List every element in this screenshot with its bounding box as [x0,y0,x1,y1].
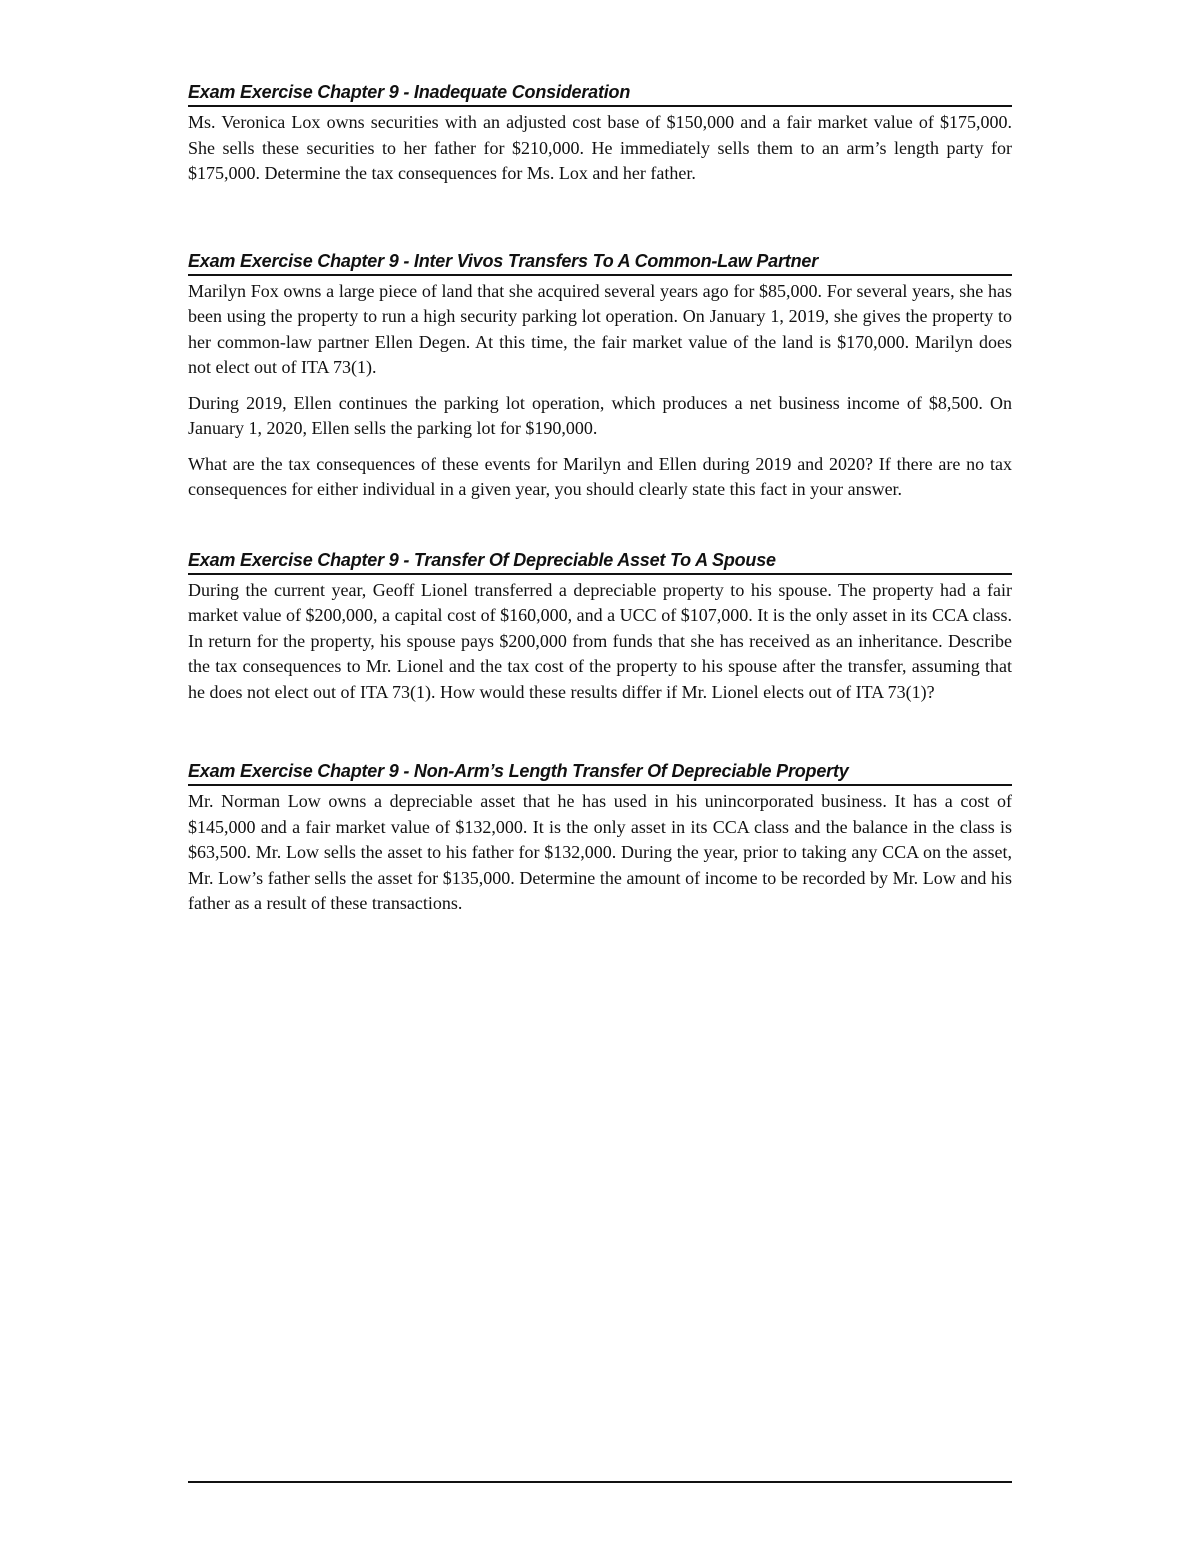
exercise-inter-vivos-transfers [188,249,1012,503]
section-spacer [188,705,1012,759]
exercise-paragraph: During 2019, Ellen continues the parking lot operation, which produces a net business income of $8,500. On January 1, 2020, Ellen sells the parking lot for $190,000. [188,392,1012,438]
exercise-paragraph: Ms. Veronica Lox owns securities with an adjusted cost base of $150,000 and a fair market value of $175,000. She sells these securities to her father for $210,000. He immediately sells them to an arm’s length party for $175,000. Determine the tax consequences for Ms. Lox and her father. [188,112,1012,183]
section-spacer [188,503,1012,548]
exercise-non-arms-length-transfer [188,759,1012,917]
footer-rule [188,1481,1012,1483]
exercise-paragraph: What are the tax consequences of these events for Marilyn and Ellen during 2019 and 2020? If there are no tax consequences for either individual in a given year, you should clearly state this fact in your answer. [188,453,1012,499]
exercise-paragraph: Marilyn Fox owns a large piece of land that she acquired several years ago for $85,000. For several years, she has been using the property to run a high security parking lot operation. On January 1, 2019, she gives the property to her common-law partner Ellen Degen. At this time, the fair market value of the land is $170,000. Marilyn does not elect out of ITA 73(1). [188,280,1012,377]
exercise-heading: Exam Exercise Chapter 9 - Inter Vivos Transfers To A Common-Law Partner [188,249,1012,276]
exercise-heading: Exam Exercise Chapter 9 - Non-Arm’s Length Transfer Of Depreciable Property [188,759,1012,786]
exercise-inadequate-consideration [188,80,1012,187]
section-spacer [188,187,1012,249]
exercise-heading: Exam Exercise Chapter 9 - Transfer Of Depreciable Asset To A Spouse [188,548,1012,575]
exercise-paragraph: Mr. Norman Low owns a depreciable asset that he has used in his unincorporated business. It has a cost of $145,000 and a fair market value of $132,000. It is the only asset in its CCA class and the balance in the class is $63,500. Mr. Low sells the asset to his father for $132,000. During the year, prior to taking any CCA on the asset, Mr. Low’s father sells the asset for $135,000. Determine the amount of income to be recorded by Mr. Low and his father as a result of these transactions. [188,791,1012,913]
exercise-transfer-depreciable-asset-spouse [188,548,1012,706]
exercise-heading: Exam Exercise Chapter 9 - Inadequate Consideration [188,80,1012,107]
document-page [188,80,1012,917]
exercise-paragraph: During the current year, Geoff Lionel transferred a depreciable property to his spouse. The property had a fair market value of $200,000, a capital cost of $160,000, and a UCC of $107,000. It is the only asset in its CCA class. In return for the property, his spouse pays $200,000 from funds that she has received as an inheritance. Describe the tax consequences to Mr. Lionel and the tax cost of the property to his spouse after the transfer, assuming that he does not elect out of ITA 73(1). How would these results differ if Mr. Lionel elects out of ITA 73(1)? [188,579,1012,702]
